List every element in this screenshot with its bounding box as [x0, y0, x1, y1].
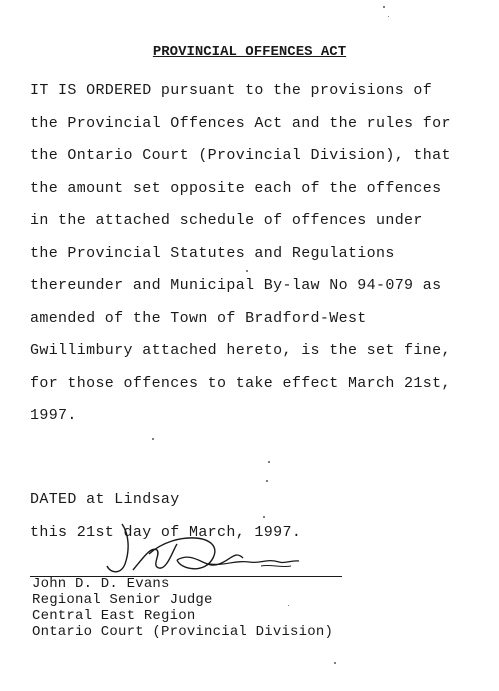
scan-speck	[266, 480, 268, 482]
signatory-name: John D. D. Evans	[32, 576, 170, 592]
scan-speck	[388, 16, 389, 17]
body-line: the Provincial Statutes and Regulations	[30, 244, 395, 262]
body-line: 1997.	[30, 407, 77, 424]
scan-speck	[288, 605, 289, 606]
scan-speck	[268, 461, 270, 463]
scan-speck	[152, 438, 154, 440]
body-line: the Provincial Offences Act and the rules for	[30, 114, 451, 132]
signatory-court: Ontario Court (Provincial Division)	[32, 624, 334, 640]
scan-speck	[246, 270, 248, 272]
body-line: thereunder and Municipal By-law No 94-079 as	[30, 277, 442, 294]
document-title: PROVINCIAL OFFENCES ACT	[152, 44, 347, 60]
dated-date: this 21st day of March, 1997.	[30, 523, 302, 541]
handwritten-signature	[85, 520, 345, 580]
scan-speck	[334, 662, 336, 664]
body-line: amended of the Town of Bradford-West	[30, 309, 367, 327]
body-line: the Ontario Court (Provincial Division), that	[30, 147, 451, 164]
signatory-block	[32, 576, 333, 640]
body-line: IT IS ORDERED pursuant to the provisions of	[30, 82, 433, 99]
body-line: in the attached schedule of offences under	[30, 212, 423, 229]
order-body	[30, 75, 490, 433]
dated-place: DATED at Lindsay	[30, 491, 180, 508]
body-line: Gwillimbury attached hereto, is the set fine,	[30, 342, 451, 359]
signatory-title: Regional Senior Judge	[32, 592, 213, 608]
scan-speck	[263, 516, 265, 518]
body-line: for those offences to take effect March 21st,	[30, 374, 451, 392]
signatory-region: Central East Region	[32, 608, 196, 624]
body-line: the amount set opposite each of the offences	[30, 179, 442, 197]
scan-speck	[383, 6, 385, 8]
